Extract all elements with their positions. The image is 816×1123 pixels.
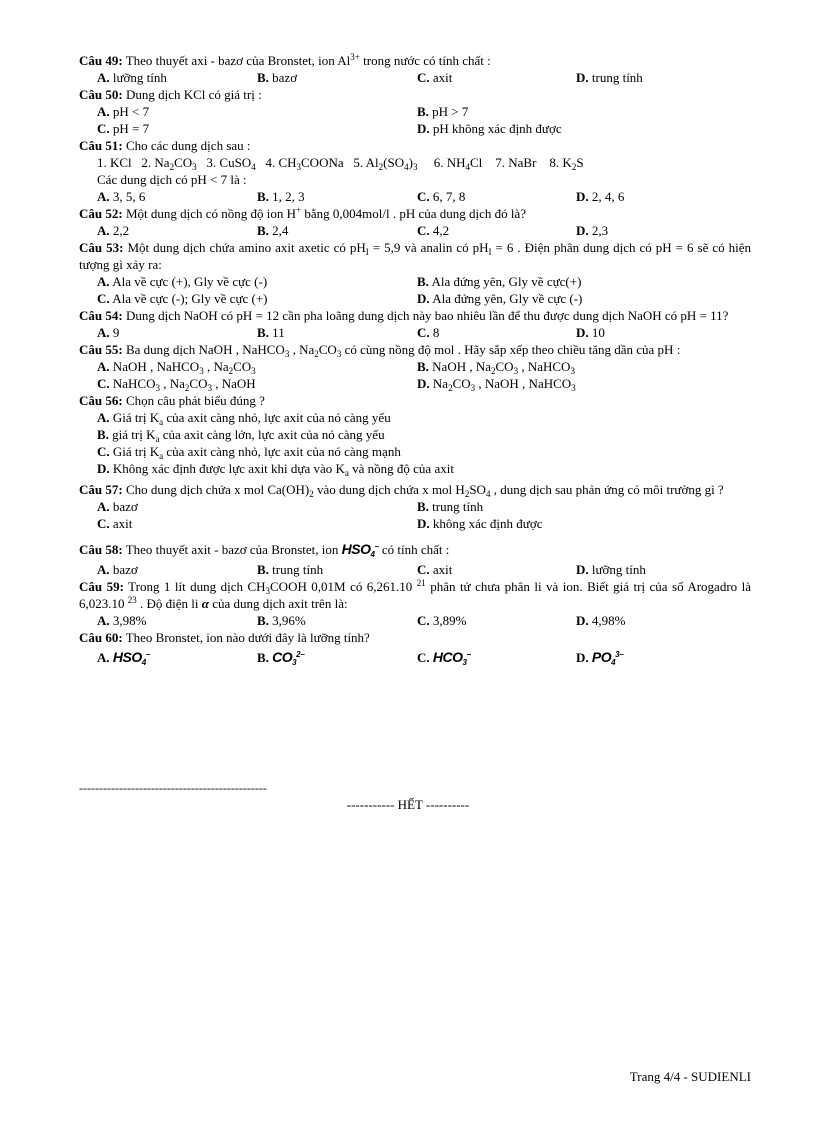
question-stem: Theo thuyết axi - bazơ của Bronstet, ion Al	[122, 53, 351, 68]
option-text: CO	[189, 376, 208, 391]
option-text: 3,98%	[112, 613, 147, 628]
option-d[interactable]	[576, 612, 625, 629]
option-text: axit	[112, 516, 133, 531]
subscript: 3	[207, 383, 212, 393]
question-stem: Một dung dịch có nồng độ ion H	[122, 206, 297, 221]
option-label: B.	[417, 499, 429, 514]
option-c[interactable]	[417, 324, 439, 341]
option-text: NaOH , NaHCO	[112, 359, 200, 374]
question-stem-end: trong nước có tính chất :	[359, 53, 491, 68]
question-stem: Cho dung dịch chứa x mol Ca(OH)	[122, 482, 310, 497]
sub-question: Các dung dịch có pH < 7 là :	[97, 172, 247, 187]
option-c[interactable]	[417, 612, 466, 629]
option-c[interactable]	[79, 443, 751, 460]
list-text: 3. CuSO	[196, 155, 252, 170]
subscript: 3	[265, 586, 271, 596]
superscript: 23	[127, 595, 137, 605]
option-b[interactable]	[257, 69, 297, 86]
option-text: 3,96%	[272, 613, 306, 628]
question-number: Câu 55:	[79, 342, 123, 357]
option-label: D.	[576, 189, 589, 204]
option-a[interactable]	[97, 612, 146, 629]
question-60	[79, 629, 751, 668]
list-text: (SO	[383, 155, 405, 170]
option-c[interactable]	[417, 188, 465, 205]
option-b[interactable]	[257, 561, 323, 578]
question-stem: Trong 1 lít dung dịch CH	[123, 579, 266, 594]
question-50	[79, 86, 751, 137]
question-stem: , dung dịch sau phản ứng có môi trường gì ?	[490, 482, 724, 497]
option-c[interactable]	[417, 561, 452, 578]
subscript: I	[488, 247, 492, 257]
option-text: Ala đứng yên, Gly về cực (-)	[432, 291, 583, 306]
subscript: 4	[251, 162, 256, 172]
superscript: +	[296, 205, 302, 215]
option-text: bazơ	[112, 562, 138, 577]
option-text: 4,2	[432, 223, 450, 238]
subscript: a	[344, 468, 349, 478]
question-58	[79, 538, 751, 578]
superscript: −	[466, 650, 471, 659]
list-text: COONa 5. Al	[301, 155, 379, 170]
subscript: 2	[491, 366, 496, 376]
options-row	[79, 375, 751, 392]
option-text: trung tính	[591, 70, 643, 85]
option-label: D.	[576, 562, 589, 577]
option-label: C.	[417, 189, 430, 204]
superscript: −	[145, 650, 150, 659]
ion-symbol: PO	[591, 649, 612, 665]
option-a[interactable]	[97, 188, 145, 205]
subscript: 3	[292, 658, 297, 667]
question-stem: Một dung dịch chứa amino axit axetic có pH	[123, 240, 366, 255]
option-c[interactable]	[97, 290, 268, 307]
options-row	[79, 120, 751, 137]
options-row	[79, 290, 751, 307]
option-text: NaOH , Na	[432, 359, 492, 374]
end-marker: ----------- HẾT ----------	[346, 797, 470, 812]
option-text: của axit càng lớn, lực axit của nó càng yếu	[159, 427, 385, 442]
option-text: 9	[112, 325, 120, 340]
question-number: Câu 50:	[79, 87, 123, 102]
option-text: Ala đứng yên, Gly về cực(+)	[431, 274, 582, 289]
option-d[interactable]	[576, 561, 646, 578]
subscript: 4	[485, 489, 491, 499]
subscript: 3	[470, 383, 476, 393]
option-label: B.	[417, 104, 429, 119]
option-b[interactable]	[257, 188, 305, 205]
subscript: 3	[412, 162, 418, 172]
option-d[interactable]	[576, 649, 623, 666]
option-label: B.	[417, 359, 429, 374]
option-text: 3,89%	[432, 613, 467, 628]
ion-formula	[272, 649, 304, 665]
subscript: 2	[448, 383, 453, 393]
question-stem: = 5,9 và analin có pH	[368, 240, 489, 255]
option-a[interactable]	[97, 649, 150, 666]
option-label: A.	[97, 70, 110, 85]
question-stem-end: bằng 0,004mol/l . pH của dung dịch đó là?	[301, 206, 527, 221]
option-b[interactable]	[257, 324, 285, 341]
option-text: 4,98%	[591, 613, 626, 628]
options-row	[79, 358, 751, 375]
question-55	[79, 341, 751, 392]
ion-symbol: HCO	[432, 649, 463, 665]
option-text: Ala về cực (+), Gly về cực (-)	[112, 274, 268, 289]
option-text: 3, 5, 6	[112, 189, 146, 204]
option-label: D.	[576, 70, 589, 85]
superscript: 3+	[350, 52, 360, 62]
question-stem: Dung dịch NaOH có pH = 12 cần pha loãng dung dịch này bao nhiêu lần để thu được dung dịch NaOH có pH = 11?	[122, 308, 729, 323]
option-label: B.	[97, 427, 109, 442]
option-text: axit	[432, 70, 453, 85]
question-stem: Dung dịch KCl có giá trị :	[122, 87, 262, 102]
question-number: Câu 58:	[79, 542, 123, 557]
question-51	[79, 137, 751, 205]
option-label: C.	[417, 562, 430, 577]
options-row	[79, 612, 751, 629]
option-text: pH = 7	[112, 121, 150, 136]
options-row	[79, 324, 751, 341]
subscript: a	[159, 417, 164, 427]
option-c[interactable]	[97, 375, 256, 392]
option-label: D.	[417, 376, 430, 391]
superscript: −	[374, 542, 379, 551]
question-57	[79, 481, 751, 532]
question-stem: Ba dung dịch NaOH , NaHCO	[122, 342, 285, 357]
option-text: bazơ	[272, 70, 298, 85]
subscript: 4	[370, 550, 375, 559]
option-text: lưỡng tính	[112, 70, 167, 85]
subscript: 4	[611, 658, 616, 667]
option-text: CO	[233, 359, 252, 374]
question-number: Câu 60:	[79, 630, 123, 645]
option-label: A.	[97, 223, 110, 238]
option-text: giá trị K	[112, 427, 156, 442]
option-label: D.	[576, 325, 589, 340]
option-text: Giá trị K	[112, 444, 160, 459]
option-a[interactable]	[97, 561, 138, 578]
options-row	[79, 646, 751, 668]
option-text: 2,3	[591, 223, 609, 238]
option-text: Không xác định được lực axit khi dựa vào K	[112, 461, 345, 476]
option-label: C.	[97, 516, 110, 531]
option-a[interactable]	[97, 358, 256, 375]
option-d[interactable]	[79, 460, 751, 477]
option-label: C.	[97, 121, 110, 136]
subscript: 3	[284, 349, 290, 359]
ion-formula	[113, 649, 150, 665]
question-53	[79, 239, 751, 307]
option-text: Na	[432, 376, 449, 391]
question-stem: CO	[318, 342, 337, 357]
question-stem-end: có tính chất :	[378, 542, 450, 557]
ion-symbol: CO	[272, 649, 293, 665]
option-label: A.	[97, 562, 110, 577]
option-text: CO	[495, 359, 514, 374]
option-label: B.	[257, 650, 269, 665]
ion-formula	[592, 649, 623, 665]
list-text: 1. KCl 2. Na	[97, 155, 170, 170]
option-text: , NaOH , NaHCO	[475, 376, 572, 391]
subscript: 2	[184, 383, 190, 393]
options-row	[79, 515, 751, 532]
option-a[interactable]	[97, 324, 119, 341]
ion-formula	[433, 649, 471, 665]
subscript: I	[365, 247, 369, 257]
subscript: 2	[464, 489, 470, 499]
option-label: D.	[576, 613, 589, 628]
superscript: 21	[416, 578, 426, 588]
subscript: 2	[228, 366, 234, 376]
option-text: lưỡng tính	[591, 562, 646, 577]
option-a[interactable]	[97, 498, 138, 515]
option-c[interactable]	[97, 120, 149, 137]
question-stem: , Na	[289, 342, 315, 357]
option-label: C.	[417, 223, 430, 238]
options-row	[79, 188, 751, 205]
option-d[interactable]	[417, 515, 542, 532]
option-text: pH > 7	[432, 104, 469, 119]
option-text: bazơ	[112, 499, 138, 514]
subscript: 3	[251, 366, 256, 376]
question-stem: Chọn câu phát biểu đúng ?	[122, 393, 265, 408]
superscript: 3−	[615, 650, 624, 659]
question-number: Câu 59:	[79, 579, 124, 594]
option-b[interactable]	[79, 426, 751, 443]
option-label: B.	[257, 562, 269, 577]
question-number: Câu 51:	[79, 138, 123, 153]
options-row	[79, 222, 751, 239]
option-label: B.	[257, 223, 269, 238]
options-row	[79, 561, 751, 578]
list-text: Cl 7. NaBr 8. K	[469, 155, 572, 170]
option-text: pH không xác định được	[432, 121, 562, 136]
option-b[interactable]	[257, 649, 304, 666]
option-label: D.	[417, 291, 430, 306]
superscript: 2−	[296, 650, 305, 659]
option-a[interactable]	[97, 273, 267, 290]
option-d[interactable]	[417, 290, 582, 307]
option-c[interactable]	[417, 222, 449, 239]
option-label: C.	[97, 376, 110, 391]
option-label: B.	[257, 70, 269, 85]
option-label: A.	[97, 650, 110, 665]
option-b[interactable]	[417, 358, 575, 375]
option-text: 8	[432, 325, 440, 340]
option-label: C.	[97, 444, 110, 459]
option-label: A.	[97, 613, 110, 628]
option-d[interactable]	[576, 188, 624, 205]
exam-page	[79, 52, 751, 668]
option-label: A.	[97, 499, 110, 514]
option-text: 2,2	[112, 223, 130, 238]
option-label: C.	[417, 70, 430, 85]
option-label: D.	[97, 461, 110, 476]
option-text: 6, 7, 8	[432, 189, 466, 204]
option-text: , NaHCO	[518, 359, 571, 374]
option-d[interactable]	[576, 324, 605, 341]
separator-line: -----------------------------------------------	[79, 781, 267, 795]
page-footer: Trang 4/4 - SUDIENLI	[629, 1069, 751, 1084]
list-text: )	[408, 155, 413, 170]
option-c[interactable]	[417, 69, 452, 86]
subscript: 3	[336, 349, 342, 359]
option-text: CO	[452, 376, 471, 391]
option-label: C.	[417, 650, 430, 665]
subscript: 3	[192, 162, 197, 172]
alpha-symbol: α	[201, 596, 209, 611]
solution-list	[79, 154, 751, 171]
ion-symbol: HSO	[112, 649, 142, 665]
option-d[interactable]	[417, 120, 562, 137]
option-b[interactable]	[417, 498, 483, 515]
subscript: 4	[465, 162, 470, 172]
question-59	[79, 578, 751, 629]
option-label: A.	[97, 104, 110, 119]
subscript: 3	[571, 383, 576, 393]
option-label: A.	[97, 189, 110, 204]
option-text: trung tính	[432, 499, 484, 514]
question-stem: Theo thuyết axit - bazơ của Bronstet, ion	[122, 542, 342, 557]
option-text: và nồng độ của axit	[348, 461, 454, 476]
option-label: B.	[257, 325, 269, 340]
option-text: NaHCO	[112, 376, 156, 391]
option-text: Giá trị K	[112, 410, 160, 425]
option-c[interactable]	[97, 515, 132, 532]
subscript: 3	[155, 383, 160, 393]
question-56	[79, 392, 751, 477]
option-b[interactable]	[417, 103, 468, 120]
option-d[interactable]	[417, 375, 576, 392]
option-text: axit	[432, 562, 453, 577]
option-text: Ala về cực (-); Gly về cực (+)	[112, 291, 268, 306]
option-label: D.	[576, 223, 589, 238]
list-text: 6. NH	[417, 155, 466, 170]
option-a[interactable]	[97, 222, 129, 239]
option-text: 11	[272, 325, 285, 340]
subscript: 2	[309, 489, 314, 499]
option-d[interactable]	[576, 222, 608, 239]
subscript: 3	[513, 366, 519, 376]
question-stem: COOH 0,01M có 6,261.10	[270, 579, 417, 594]
question-number: Câu 54:	[79, 308, 123, 323]
question-52	[79, 205, 751, 239]
option-label: C.	[417, 325, 430, 340]
question-stem: vào dung dịch chứa x mol H	[313, 482, 465, 497]
ion-formula	[342, 541, 379, 557]
list-text: CO	[174, 155, 193, 170]
question-49	[79, 52, 751, 86]
option-text: , NaOH	[211, 376, 256, 391]
option-label: D.	[417, 516, 430, 531]
option-label: A.	[97, 274, 110, 289]
subscript: 3	[462, 658, 467, 667]
ion-symbol: HSO	[341, 541, 371, 557]
question-number: Câu 52:	[79, 206, 123, 221]
option-text: không xác định được	[432, 516, 543, 531]
option-label: D.	[417, 121, 430, 136]
list-text: S	[576, 155, 584, 170]
options-row	[79, 103, 751, 120]
question-stem: SO	[469, 482, 486, 497]
option-a[interactable]	[79, 409, 751, 426]
option-text: pH < 7	[112, 104, 150, 119]
option-a[interactable]	[97, 69, 167, 86]
question-stem: có cùng nồng độ mol . Hãy sắp xếp theo chiều tăng dần của pH :	[341, 342, 681, 357]
question-number: Câu 57:	[79, 482, 123, 497]
option-text: 10	[591, 325, 605, 340]
option-b[interactable]	[257, 222, 288, 239]
option-text: của axit càng nhỏ, lực axit của nó càng yếu	[163, 410, 391, 425]
question-stem: Cho các dung dịch sau :	[122, 138, 251, 153]
options-row	[79, 498, 751, 515]
subscript: 2	[169, 162, 175, 172]
option-b[interactable]	[417, 273, 581, 290]
option-label: C.	[97, 291, 110, 306]
question-number: Câu 56:	[79, 393, 123, 408]
option-text: của axit càng nhỏ, lực axit của nó càng mạnh	[163, 444, 401, 459]
option-c[interactable]	[417, 649, 471, 666]
question-number: Câu 53:	[79, 240, 124, 255]
option-b[interactable]	[257, 612, 306, 629]
question-stem: phân tử chưa phân li và ion. Biết giá trị của số Arogadro là 6,023.10	[79, 579, 751, 611]
subscript: 3	[570, 366, 575, 376]
option-label: A.	[97, 325, 110, 340]
question-stem: = 6 . Điện phân dung dịch có pH = 6 sẽ có hiện tượng gì xảy ra:	[79, 240, 751, 272]
subscript: a	[159, 451, 164, 461]
option-d[interactable]	[576, 69, 643, 86]
question-54	[79, 307, 751, 341]
subscript: 3	[199, 366, 204, 376]
options-row	[79, 69, 751, 86]
subscript: 2	[571, 162, 577, 172]
subscript: a	[155, 434, 160, 444]
question-stem: của dung dịch axit trên là:	[208, 596, 348, 611]
option-text: trung tính	[272, 562, 324, 577]
subscript: 4	[141, 658, 146, 667]
option-label: A.	[97, 359, 110, 374]
option-text: , Na	[160, 376, 185, 391]
subscript: 2	[314, 349, 319, 359]
question-stem: Theo Bronstet, ion nào dưới đây là lưỡng tính?	[122, 630, 370, 645]
subscript: 3	[296, 162, 302, 172]
question-number: Câu 49:	[79, 53, 123, 68]
option-label: B.	[257, 189, 269, 204]
question-stem: . Độ điện li	[136, 596, 202, 611]
option-label: D.	[576, 650, 589, 665]
option-a[interactable]	[97, 103, 149, 120]
option-label: A.	[97, 410, 110, 425]
option-text: , Na	[203, 359, 229, 374]
option-text: 2, 4, 6	[591, 189, 625, 204]
option-text: 1, 2, 3	[272, 189, 305, 204]
options-row	[79, 273, 751, 290]
option-text: 2,4	[272, 223, 289, 238]
option-label: B.	[257, 613, 269, 628]
option-label: B.	[417, 274, 429, 289]
subscript: 4	[404, 162, 409, 172]
subscript: 2	[378, 162, 384, 172]
option-label: C.	[417, 613, 430, 628]
list-text: 4. CH	[255, 155, 297, 170]
